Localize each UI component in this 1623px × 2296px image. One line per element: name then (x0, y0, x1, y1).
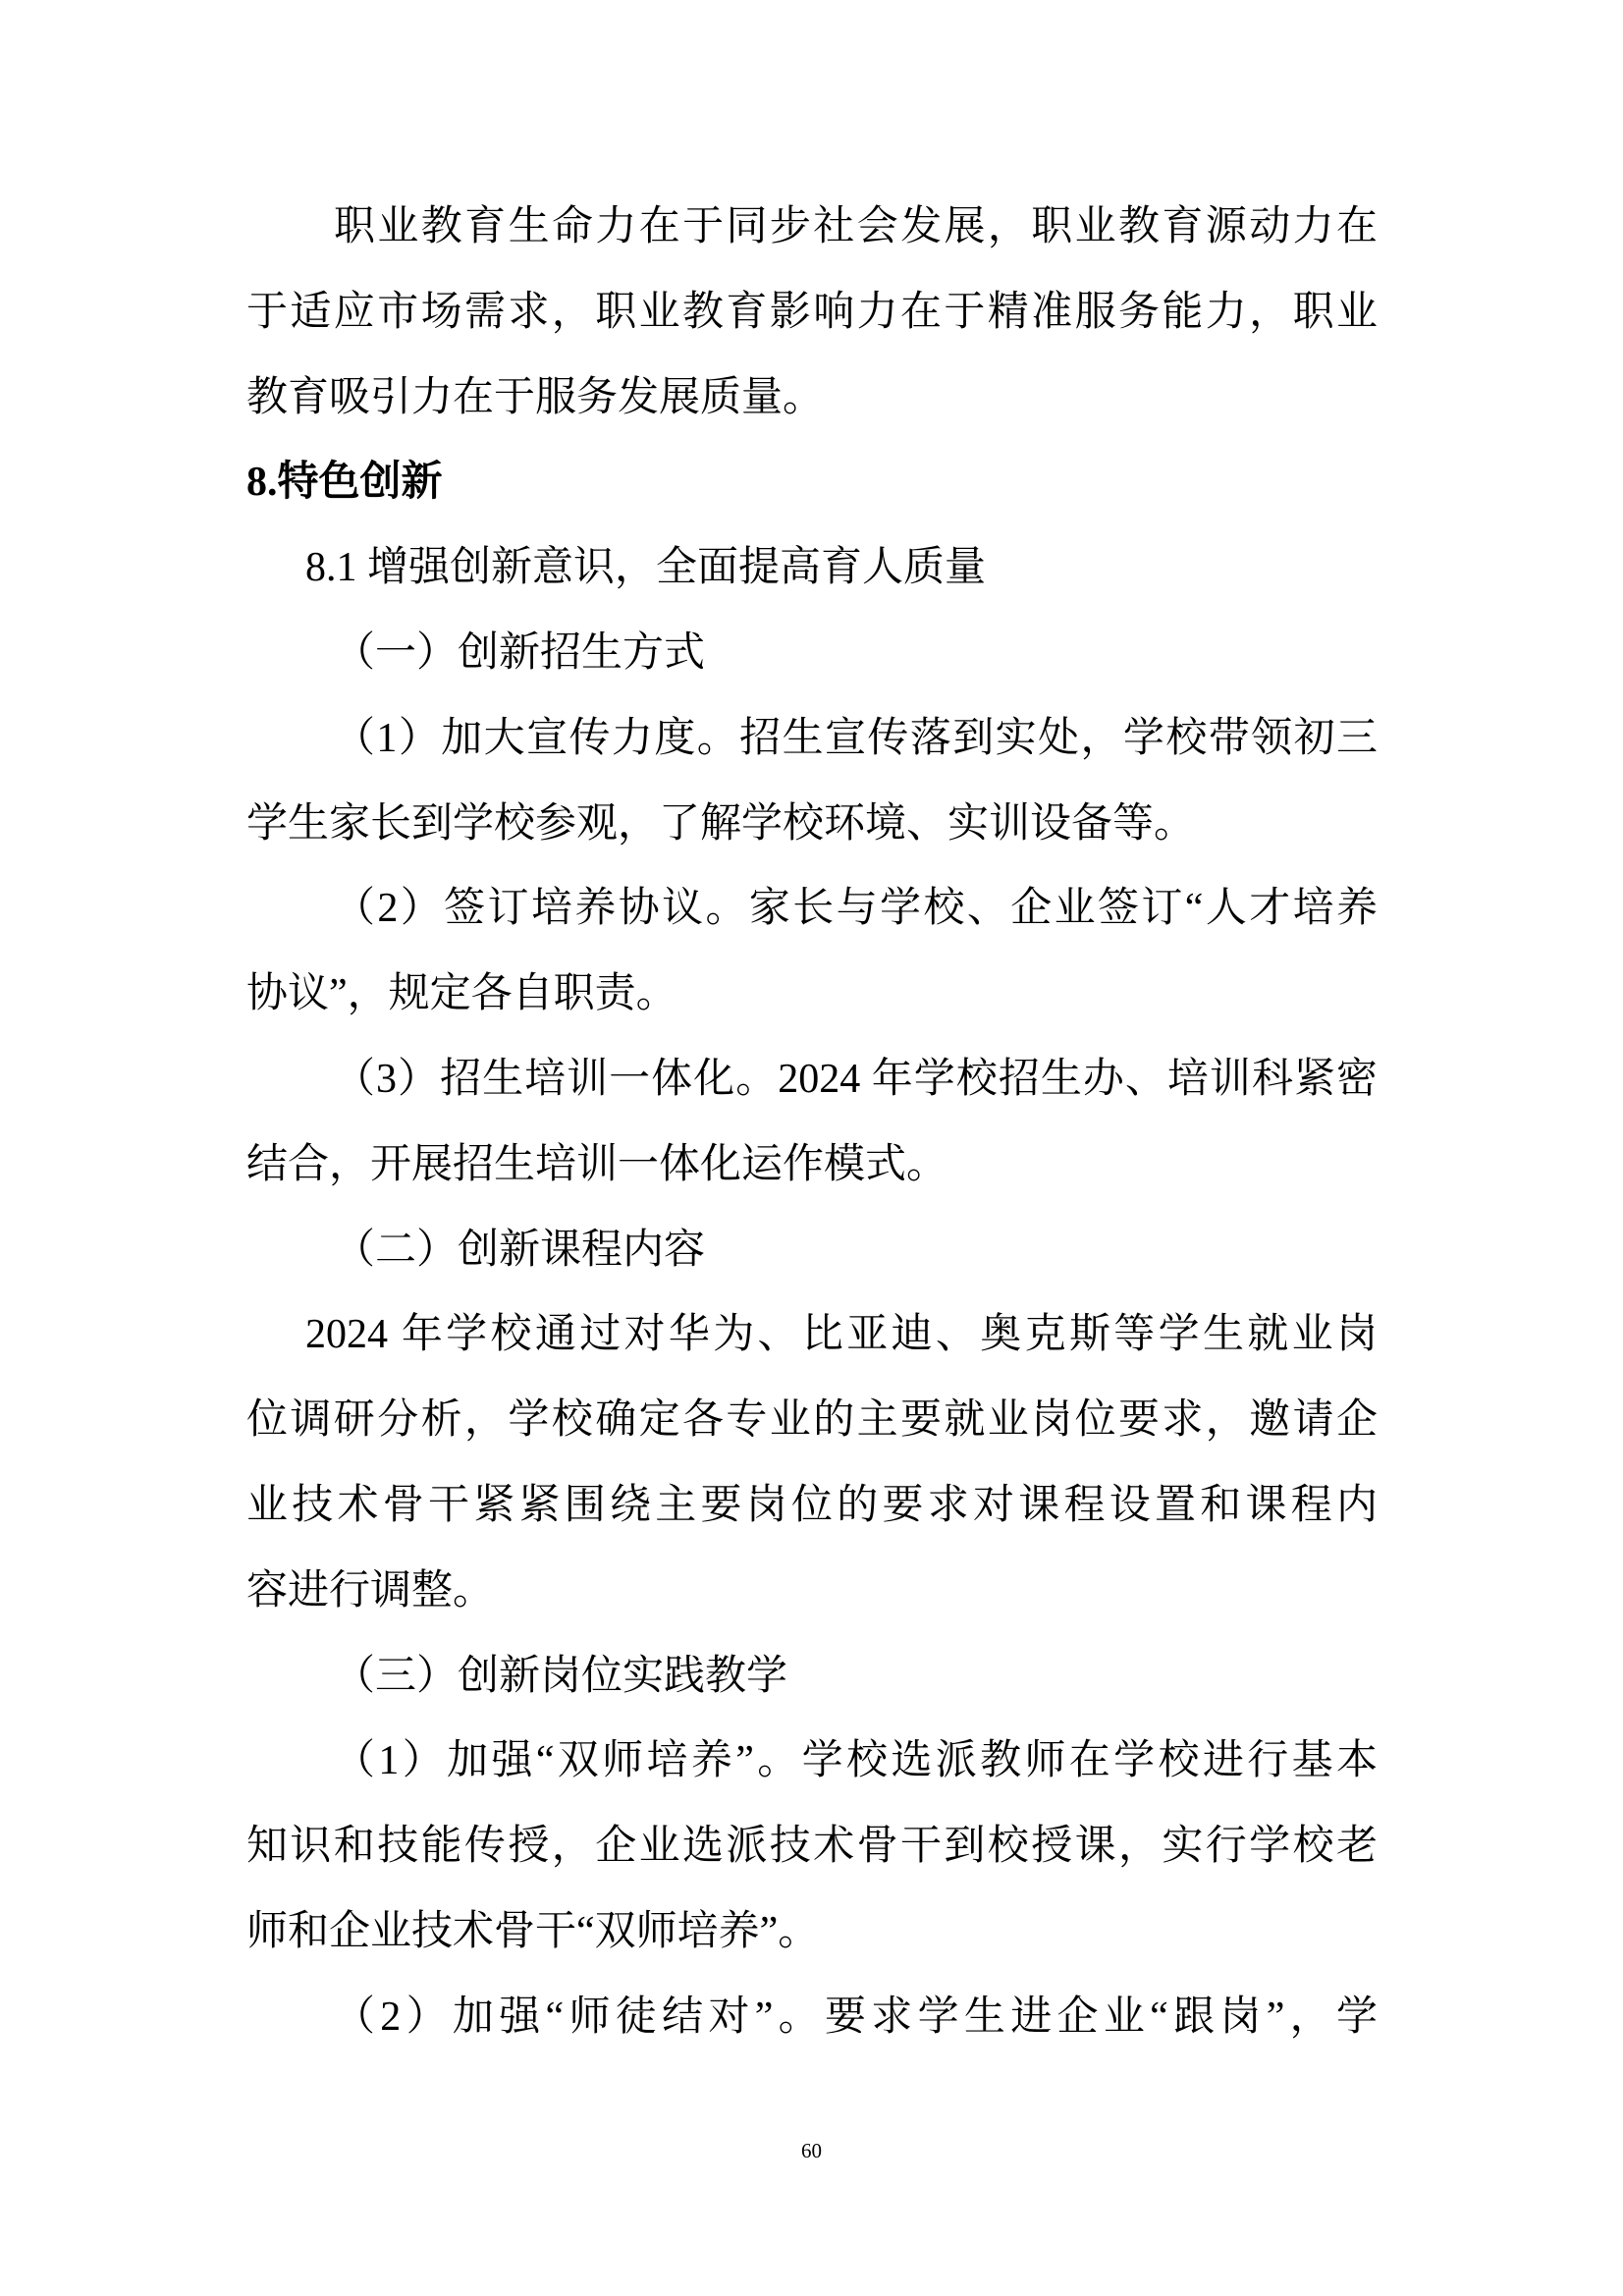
paragraph-line: （1）加大宣传力度。招生宣传落到实处，学校带领初三 (334, 715, 1378, 761)
body-text (246, 185, 1378, 2060)
paragraph-line: 教育吸引力在于服务发展质量。 (246, 374, 825, 420)
paragraph-line: 2024 年学校通过对华为、比亚迪、奥克斯等学生就业岗 (305, 1312, 1378, 1358)
paragraph-line: 师和企业技术骨干“双师培养”。 (246, 1908, 820, 1954)
paragraph-line: （2）加强“师徒结对”。要求学生进企业“跟岗”，学 (334, 1994, 1378, 2040)
item-heading: （三）创新岗位实践教学 (334, 1653, 788, 1699)
item-heading: （二）创新课程内容 (334, 1227, 706, 1273)
paragraph (246, 1037, 1378, 1208)
paragraph (246, 185, 1378, 440)
section-heading: 8.特色创新 (246, 460, 443, 506)
paragraph-line: （2）签订培养协议。家长与学校、企业签订“人才培养 (334, 886, 1378, 932)
paragraph-line: （1）加强“双师培养”。学校选派教师在学校进行基本 (334, 1738, 1378, 1784)
paragraph-line: 职业教育生命力在于同步社会发展，职业教育源动力在 (334, 204, 1378, 249)
paragraph (246, 1975, 1378, 2060)
subsection-heading: 8.1 增强创新意识，全面提高育人质量 (305, 545, 987, 591)
paragraph (246, 866, 1378, 1037)
item-heading: （一）创新招生方式 (334, 629, 706, 676)
paragraph (246, 696, 1378, 867)
paragraph-line: （3）招生培训一体化。2024 年学校招生办、培训科紧密 (334, 1056, 1378, 1102)
paragraph-line: 容进行调整。 (246, 1567, 495, 1613)
paragraph (246, 1719, 1378, 1974)
paragraph-line: 位调研分析，学校确定各专业的主要就业岗位要求，邀请企 (246, 1397, 1378, 1444)
page-number: 60 (801, 2139, 822, 2162)
paragraph-line: 知识和技能传授，企业选派技术骨干到校授课，实行学校老 (246, 1824, 1378, 1870)
paragraph-line: 业技术骨干紧紧围绕主要岗位的要求对课程设置和课程内 (246, 1482, 1378, 1528)
paragraph-line: 结合，开展招生培训一体化运作模式。 (246, 1141, 948, 1187)
paragraph (246, 1292, 1378, 1633)
paragraph-line: 于适应市场需求，职业教育影响力在于精准服务能力，职业 (246, 289, 1378, 335)
paragraph-line: 协议”，规定各自职责。 (246, 971, 677, 1017)
paragraph-line: 学生家长到学校参观，了解学校环境、实训设备等。 (246, 800, 1196, 847)
